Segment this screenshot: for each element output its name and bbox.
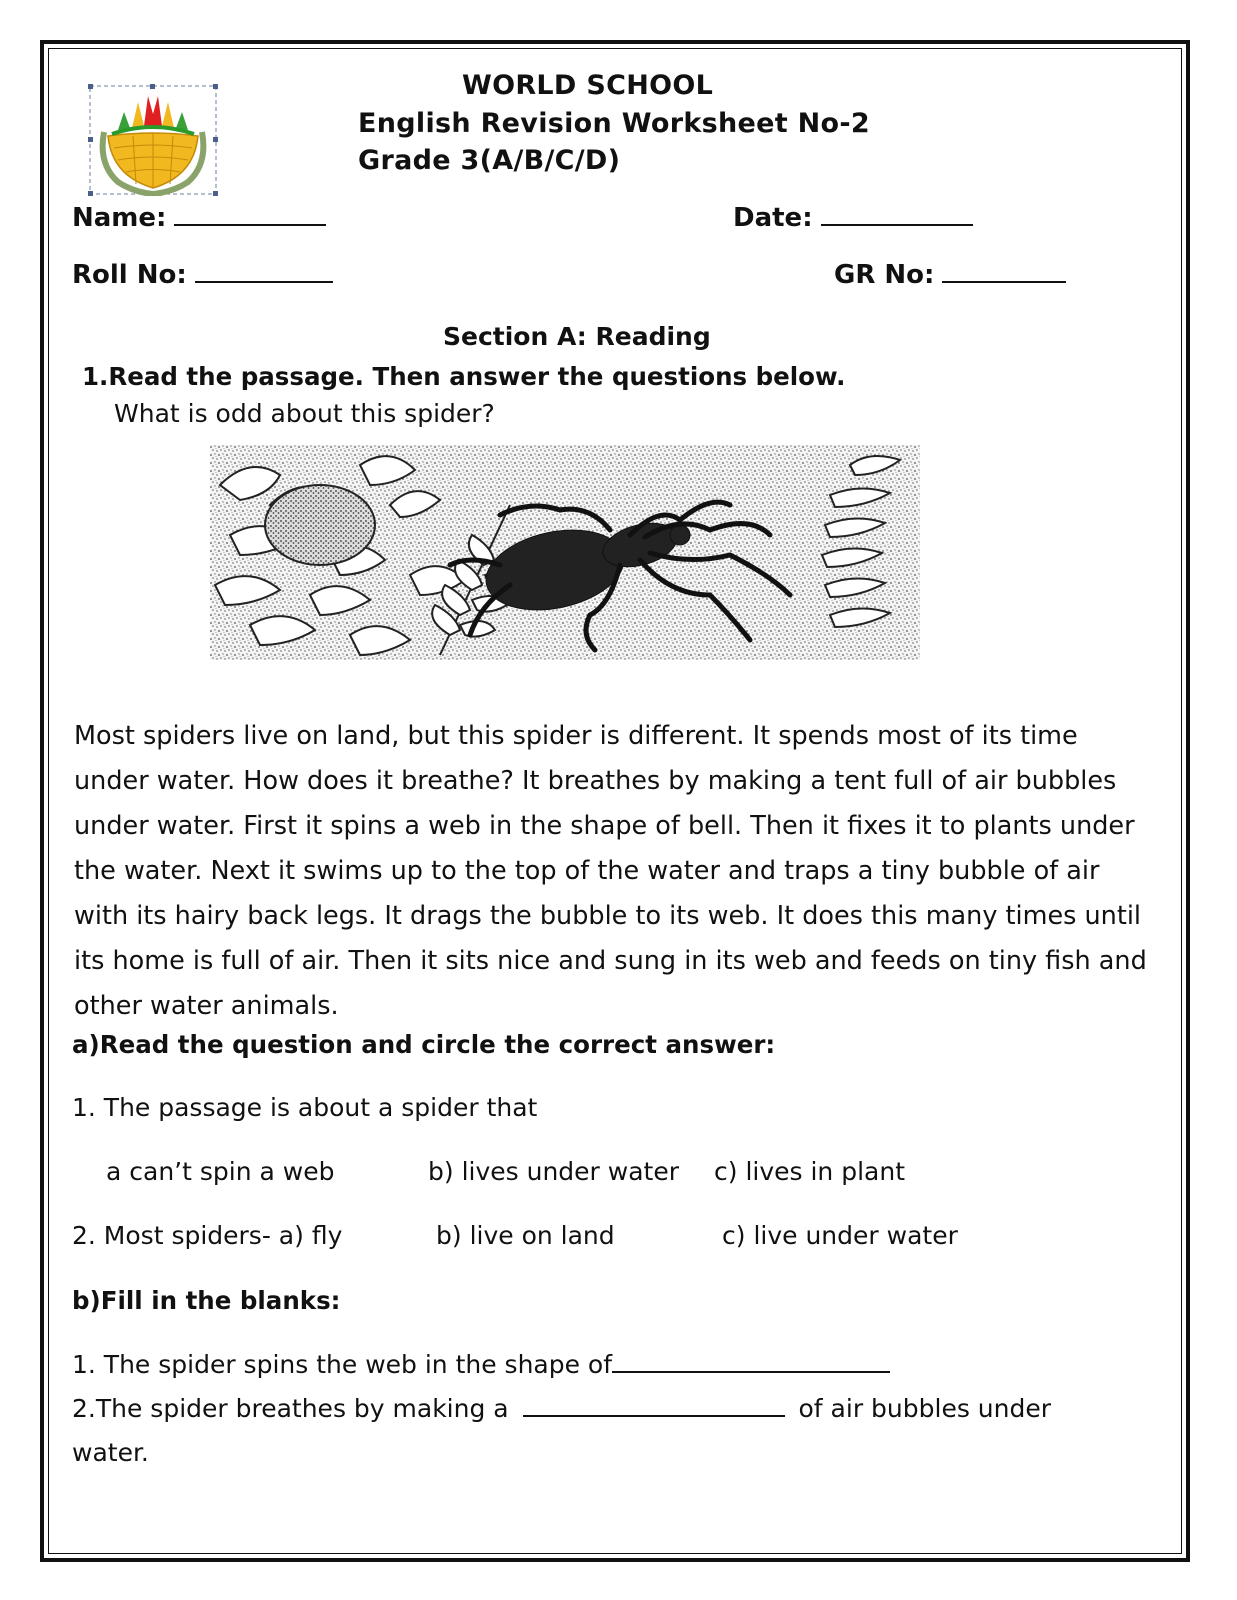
mcq-question-1: 1. The passage is about a spider that (72, 1093, 538, 1122)
q1-option-b[interactable]: b) lives under water (428, 1157, 680, 1186)
date-field (733, 202, 973, 233)
school-logo (88, 84, 218, 196)
name-field (72, 202, 326, 233)
name-blank[interactable] (174, 202, 326, 226)
worksheet-title: English Revision Worksheet No-2 (358, 108, 870, 139)
q1-option-c[interactable]: c) lives in plant (714, 1157, 906, 1186)
name-label: Name: (72, 203, 167, 233)
mcq-heading: a)Read the question and circle the correct answer: (72, 1030, 776, 1059)
section-prompt: What is odd about this spider? (114, 399, 495, 428)
school-emblem-icon (88, 84, 218, 196)
date-label: Date: (733, 203, 813, 233)
date-blank[interactable] (821, 202, 973, 226)
fill-q2-wrap: water. (72, 1438, 149, 1467)
grade-label: Grade 3(A/B/C/D) (358, 145, 621, 176)
fill-q1-blank[interactable] (612, 1351, 890, 1373)
spider-illustration (210, 445, 920, 660)
fill-q2-blank[interactable] (523, 1395, 785, 1417)
section-title: Section A: Reading (443, 322, 711, 351)
gr-field (834, 259, 1066, 290)
q2-option-b[interactable]: b) live on land (436, 1221, 615, 1250)
q2-option-c[interactable]: c) live under water (722, 1221, 958, 1250)
gr-blank[interactable] (942, 259, 1066, 283)
fill-question-2 (72, 1394, 1051, 1423)
gr-label: GR No: (834, 260, 935, 290)
passage-text: Most spiders live on land, but this spider is different. It spends most of its time under water. How does it breathe? It breathes by making a tent full of air bubbles under water. First it spins a web in the shape of bell. Then it fixes it to plants under the water. Next it swims up to the top of the water and traps a tiny bubble of air with its hairy back legs. It drags the bubble to its web. It does this many times until its home is full of air. Then it sits nice and sung in its web and feeds on tiny fish and other water animals. (74, 721, 1147, 1021)
reading-passage (74, 714, 1154, 1029)
roll-label: Roll No: (72, 260, 187, 290)
fill-heading: b)Fill in the blanks: (72, 1286, 341, 1315)
fill-q2-start: 2.The spider breathes by making a (72, 1394, 509, 1423)
fill-q1-text: 1. The spider spins the web in the shape of (72, 1350, 613, 1379)
roll-blank[interactable] (195, 259, 333, 283)
water-spider-illustration-icon (210, 445, 920, 660)
school-name: WORLD SCHOOL (462, 70, 714, 101)
roll-field (72, 259, 333, 290)
mcq-question-2[interactable]: 2. Most spiders- a) fly (72, 1221, 343, 1250)
q1-option-a[interactable]: a can’t spin a web (106, 1157, 335, 1186)
section-instruction: 1.Read the passage. Then answer the questions below. (82, 362, 846, 391)
fill-q2-end: of air bubbles under (798, 1394, 1052, 1423)
fill-question-1 (72, 1350, 890, 1379)
